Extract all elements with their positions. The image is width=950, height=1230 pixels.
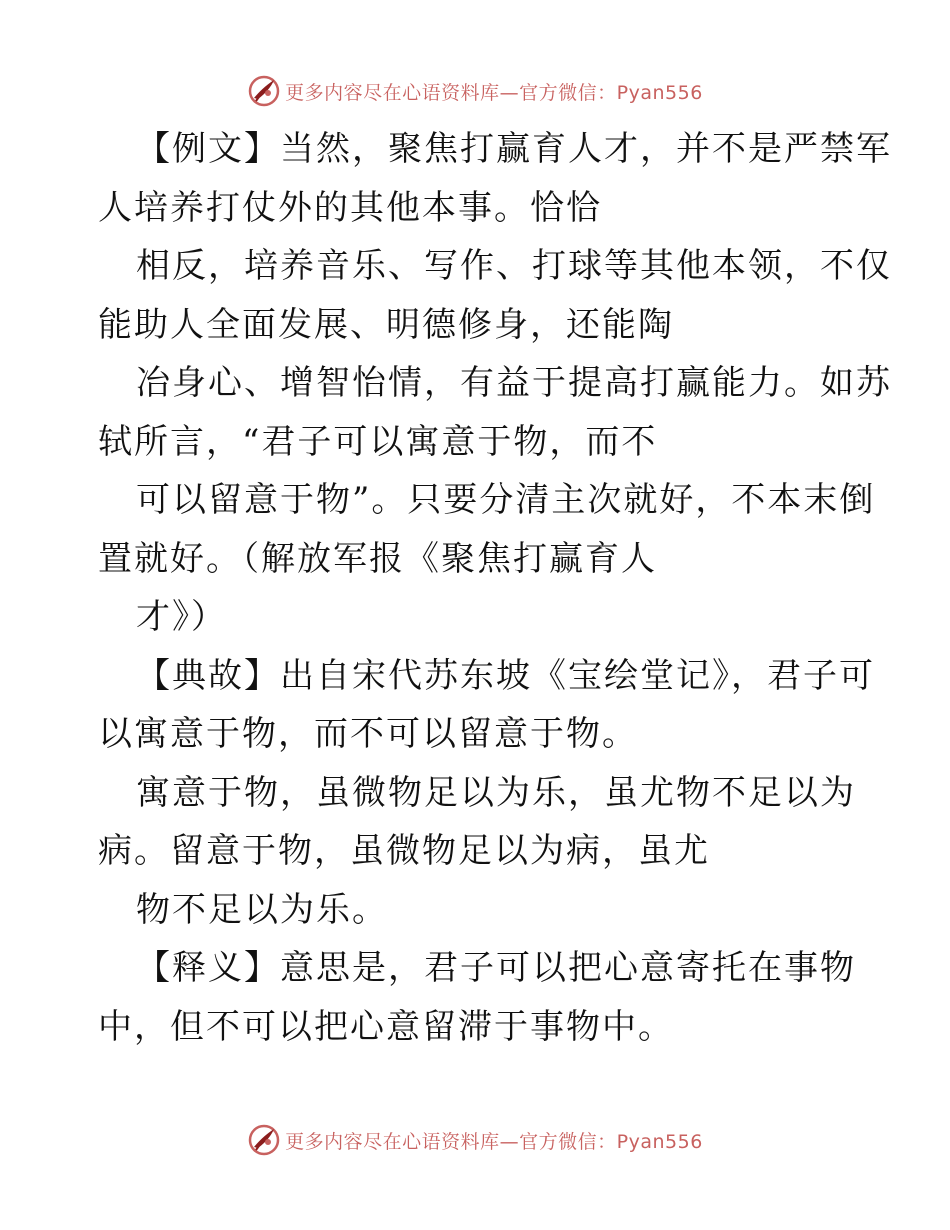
text-line: 寓意于物，虽微物足以为乐，虽尤物不足以为 <box>136 772 856 813</box>
quill-pen-logo-icon <box>247 1123 281 1157</box>
text-line: 能助人全面发展、明德修身，还能陶 <box>98 304 674 345</box>
text-line: 冶身心、增智怡情，有益于提高打赢能力。如苏 <box>136 363 892 403</box>
paragraph <box>98 764 858 881</box>
text-line: 【例文】当然，聚焦打赢育人才，并不是严禁军 <box>136 129 892 169</box>
text-line: 中，但不可以把心意留滞于事物中。 <box>98 1006 674 1047</box>
footer-banner <box>0 1120 950 1160</box>
text-line: 相反，培养音乐、写作、打球等其他本领，不仅 <box>136 246 892 286</box>
paragraph <box>98 939 858 1056</box>
paragraph <box>98 881 858 940</box>
paragraph <box>98 354 892 471</box>
paragraph <box>98 471 876 588</box>
paragraph <box>98 647 875 764</box>
document-body <box>98 120 892 1056</box>
paragraph <box>98 588 858 647</box>
text-line: 【典故】出自宋代苏东坡《宝绘堂记》，君子可 <box>136 655 875 696</box>
header-banner <box>0 71 950 111</box>
text-line: 物不足以为乐。 <box>136 889 388 930</box>
paragraph <box>98 120 892 237</box>
text-line: 人培养打仗外的其他本事。恰恰 <box>98 187 602 228</box>
text-line: 病。留意于物，虽微物足以为病，虽尤 <box>98 831 710 871</box>
banner-text: 更多内容尽在心语资料库—官方微信：Pyan556 <box>285 1130 703 1153</box>
text-line: 才》） <box>136 597 227 637</box>
text-line: 以寓意于物，而不可以留意于物。 <box>98 714 638 754</box>
text-line: 轼所言，“君子可以寓意于物，而不 <box>98 421 658 462</box>
banner-text: 更多内容尽在心语资料库—官方微信：Pyan556 <box>285 81 703 104</box>
text-line: 【释义】意思是，君子可以把心意寄托在事物 <box>136 948 856 988</box>
paragraph <box>98 237 892 354</box>
quill-pen-logo-icon <box>247 74 281 108</box>
text-line: 可以留意于物”。只要分清主次就好，不本末倒 <box>136 480 876 520</box>
text-line: 置就好。（解放军报《聚焦打赢育人 <box>98 538 657 579</box>
